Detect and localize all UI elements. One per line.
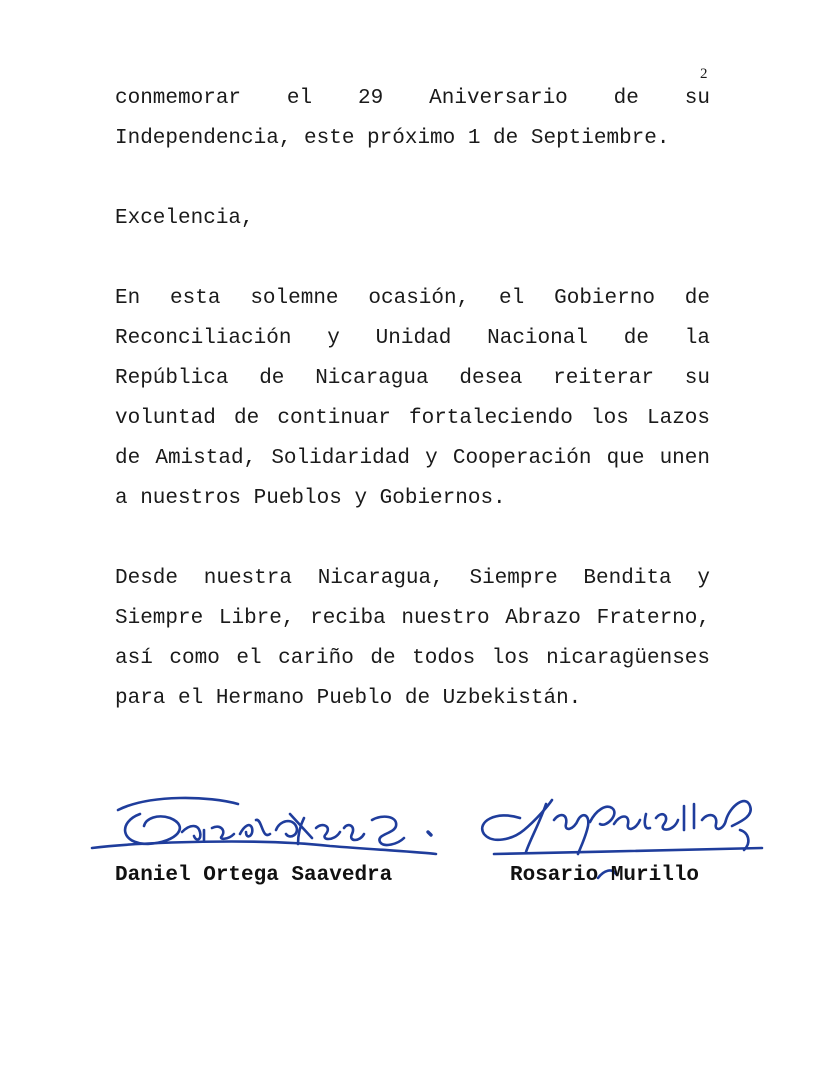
paragraph-government-message: En esta solemne ocasión, el Gobierno de Reconciliación y Unidad Nacional de la República de Nicaragua desea reiterar su voluntad de continuar fortaleciendo los Lazos de Amistad, Solidaridad y Cooperación que unen a nuestros Pueblos y Gobiernos. [115, 287, 710, 510]
paragraph-fraternal-greeting: Desde nuestra Nicaragua, Siempre Bendita y Siempre Libre, reciba nuestro Abrazo Fraterno, así como el cariño de todos los nicaragüenses para el Hermano Pueblo de Uzbekistán. [115, 567, 710, 710]
paragraph-salutation: Excelencia, [115, 207, 254, 230]
signer-name-daniel-ortega: Daniel Ortega Saavedra [115, 864, 393, 887]
paragraph-closing-context: conmemorar el 29 Aniversario de su Independencia, este próximo 1 de Septiembre. [115, 87, 710, 150]
page-number: 2 [700, 66, 708, 82]
signer-name-rosario-murillo: Rosario Murillo [510, 864, 700, 887]
signature-daniel-ortega [92, 798, 436, 854]
